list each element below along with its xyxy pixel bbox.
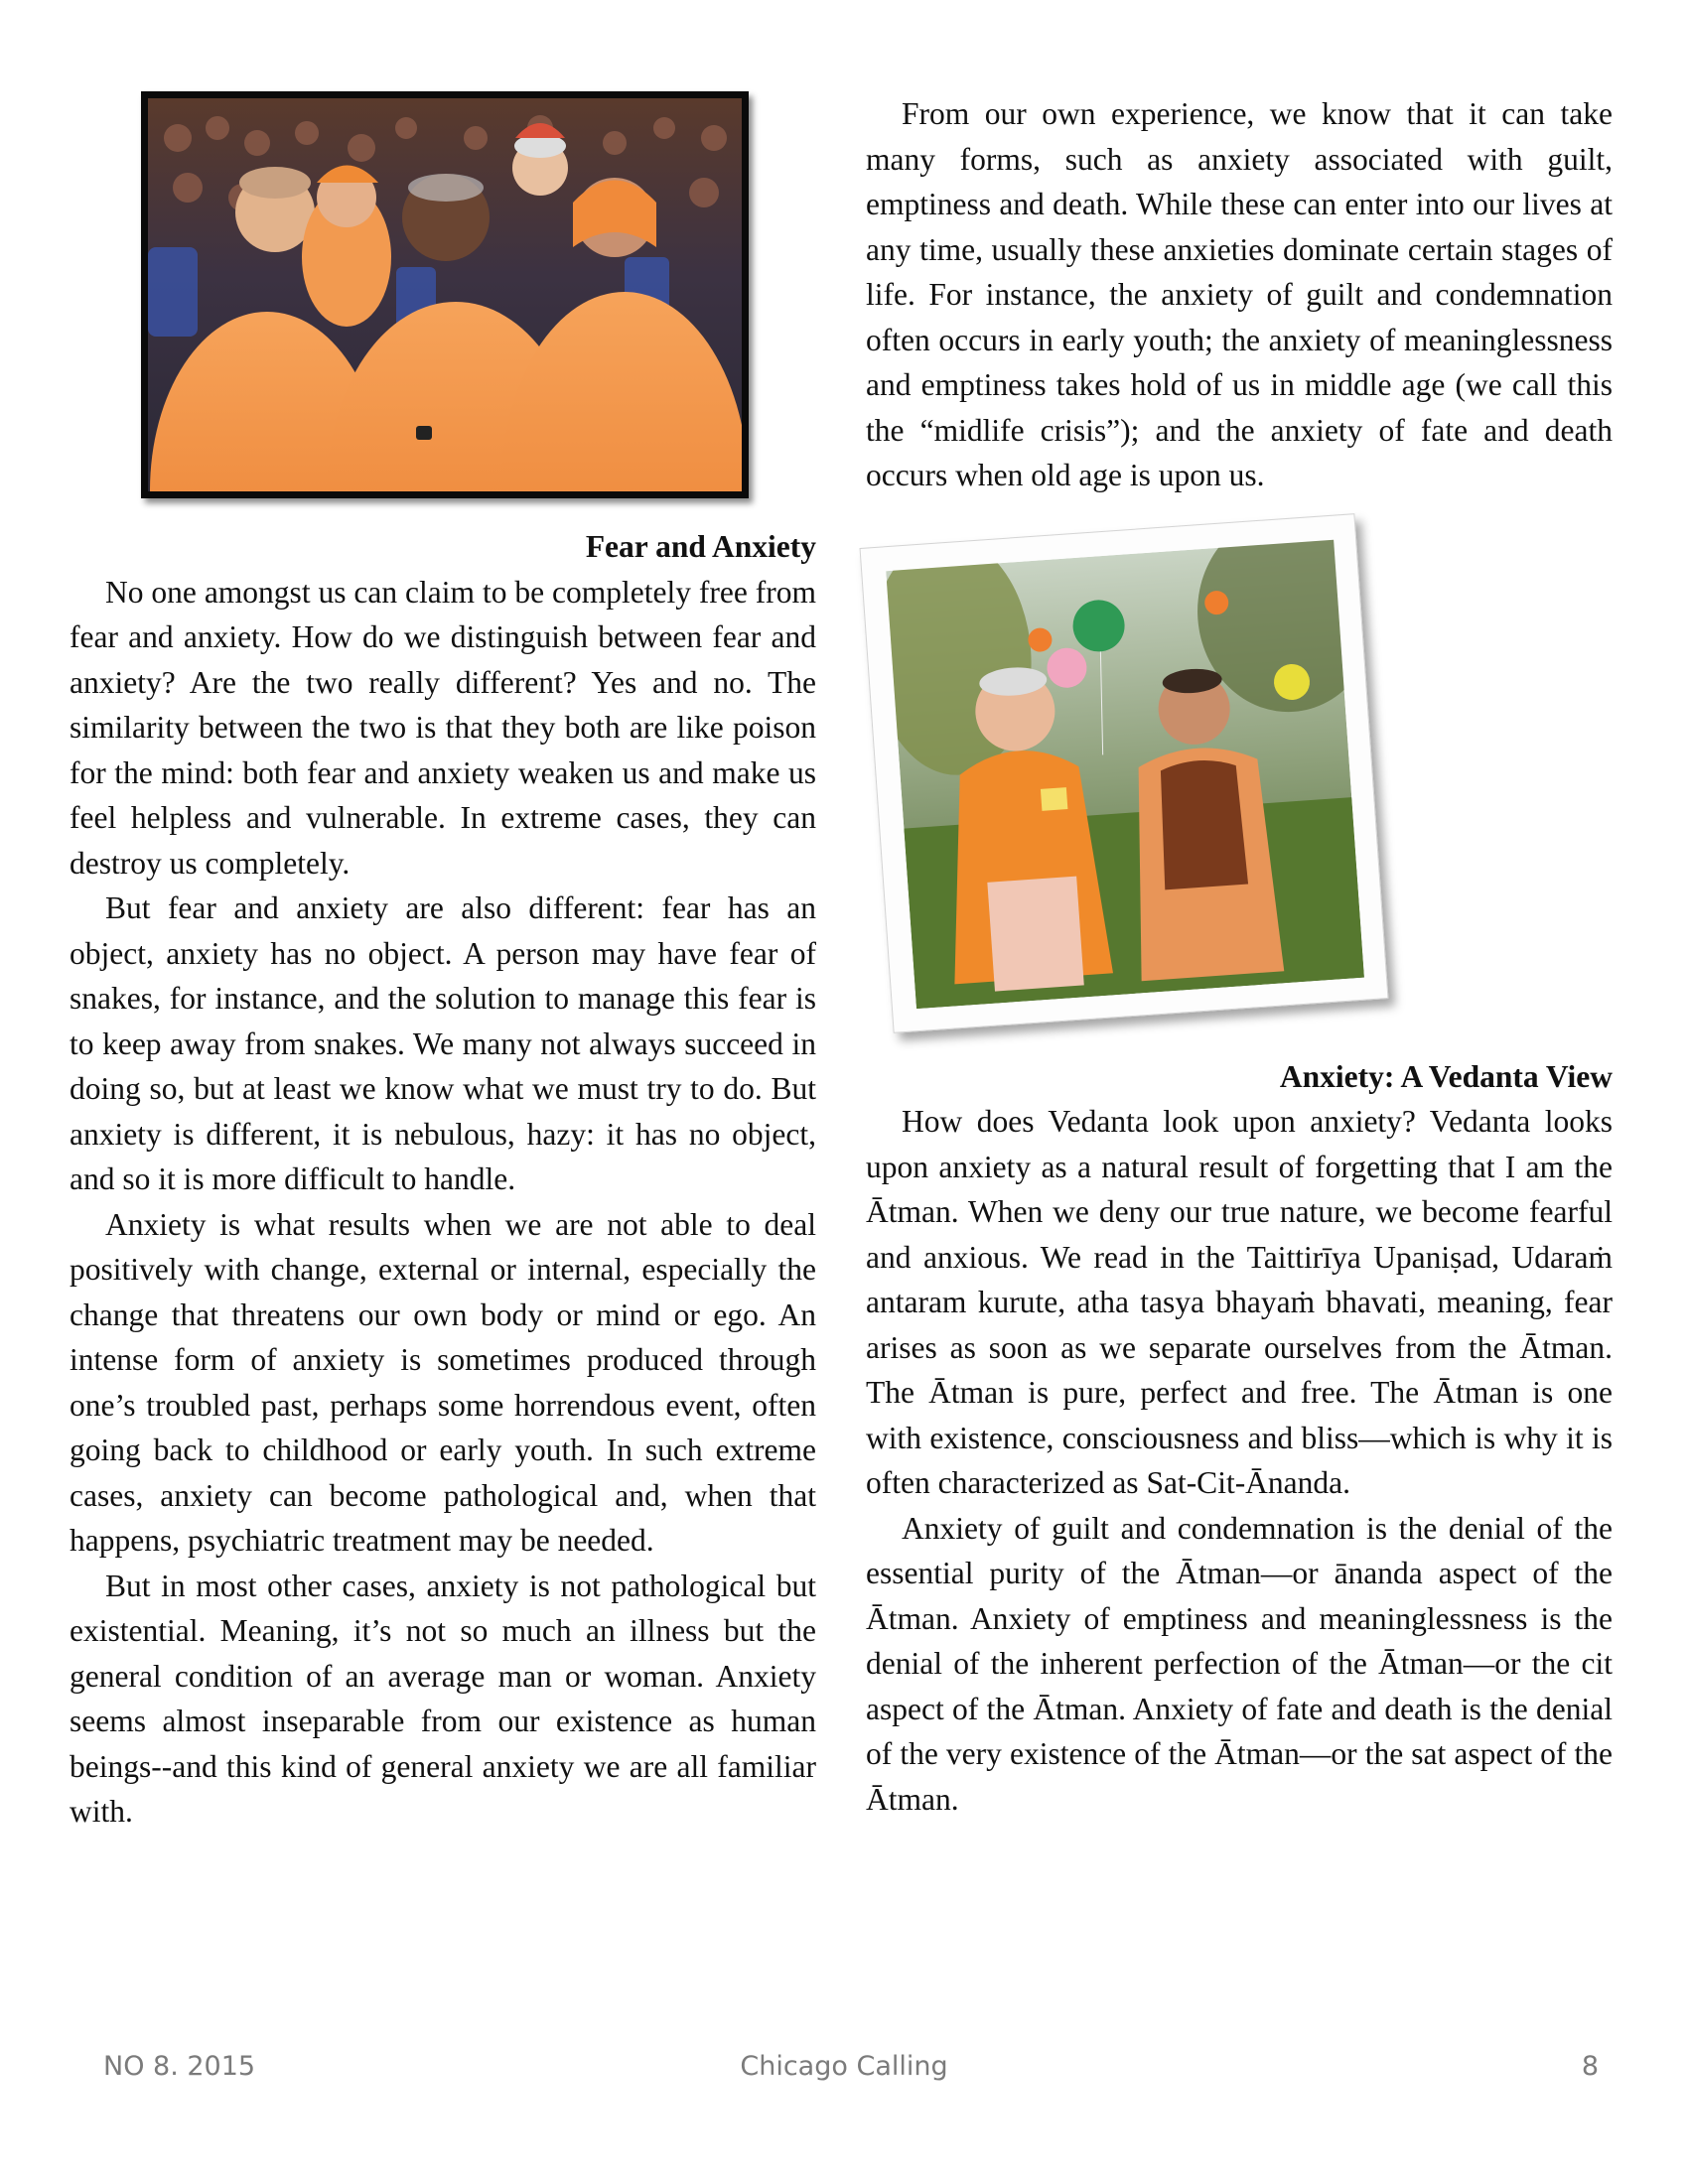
photo-monks-audience (141, 91, 749, 498)
footer-publication: Chicago Calling (740, 2051, 948, 2082)
photo-2-space (866, 518, 1613, 1054)
section-heading-vedanta-view: Anxiety: A Vedanta View (1279, 1058, 1613, 1094)
right-column (866, 91, 1613, 1822)
paragraph: From our own experience, we know that it can take many forms, such as anxiety associated with guilt, emptiness and death. While these can enter into our lives at any time, usually these anxieties dominate certain stages of life. For instance, the anxiety of guilt and condemnation often occurs in early youth; the anxiety of meaninglessness and emptiness takes hold of us in middle age (we call this the “midlife crisis”); and the anxiety of fate and death occurs when old age is upon us. (866, 96, 1613, 492)
paragraph: But in most other cases, anxiety is not pathological but existential. Meaning, it’s not so much an illness but the general condition of an average man or woman. Anxiety seems almost inseparable from our existence as human beings--and this kind of general anxiety we are all familiar with. (70, 1568, 816, 1829)
photo-two-monks-image (886, 539, 1364, 1008)
photo-monks-audience-image (148, 98, 742, 491)
paragraph: No one amongst us can claim to be completely free from fear and anxiety. How do we distinguish between fear and anxiety? Are the two really different? Yes and no. The similarity between the two is that they both are like poison for the mind: both fear and anxiety weaken us and make us feel helpless and vulnerable. In extreme cases, they can destroy us completely. (70, 574, 816, 881)
photo-two-monks-outdoors (860, 513, 1389, 1033)
paragraph: Anxiety of guilt and condemnation is the denial of the essential purity of the Ātman—or ānanda aspect of the Ātman. Anxiety of emptiness and meaninglessness is the denial of the inherent perfection of the Ātman—or the cit aspect of the Ātman. Anxiety of fate and death is the denial of the very existence of the Ātman—or the sat aspect of the Ātman. (866, 1510, 1613, 1817)
section-heading-fear-anxiety: Fear and Anxiety (585, 529, 816, 564)
photo-1-space (70, 91, 816, 524)
footer-page-number: 8 (1581, 2051, 1599, 2082)
footer-issue: NO 8. 2015 (103, 2051, 256, 2082)
paragraph: How does Vedanta look upon anxiety? Vedanta looks upon anxiety as a natural result of forgetting that I am the Ātman. When we deny our true nature, we become fearful and anxious. We read in the Taittirīya Upaniṣad, Udaraṁ antaram kurute, atha tasya bhayaṁ bhavati, meaning, fear arises as soon as we separate ourselves from the Ātman. The Ātman is pure, perfect and free. The Ātman is one with existence, consciousness and bliss—which is why it is often characterized as Sat-Cit-Ānanda. (866, 1104, 1613, 1500)
paragraph: But fear and anxiety are also different: fear has an object, anxiety has no object. A person may have fear of snakes, for instance, and the solution to manage this fear is to keep away from snakes. We many not always succeed in doing so, but at least we know what we must try to do. But anxiety is different, it is nebulous, hazy: it has no object, and so it is more difficult to handle. (70, 890, 816, 1196)
page-footer (0, 2051, 1688, 2091)
left-column (70, 91, 816, 1835)
paragraph: Anxiety is what results when we are not able to deal positively with change, external or internal, especially the change that threatens our own body or mind or ego. An intense form of anxiety is sometimes produced through one’s troubled past, perhaps some horrendous event, often going back to childhood or early youth. In such extreme cases, anxiety can become pathological and, when that happens, psychiatric treatment may be needed. (70, 1206, 816, 1558)
